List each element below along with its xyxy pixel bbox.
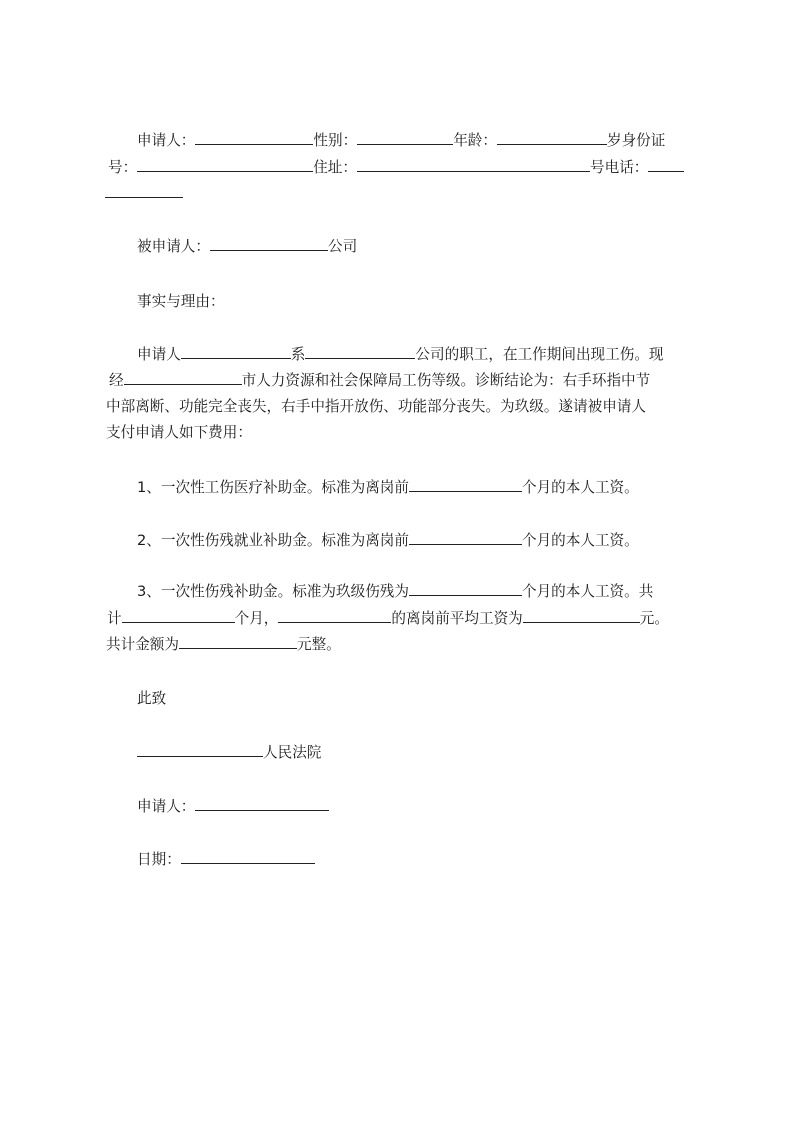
item-3-line2-a: 计: [107, 610, 122, 627]
statement-part1: 申请人: [137, 346, 181, 363]
item-1-blank: [409, 478, 522, 492]
respondent-suffix: 公司: [327, 238, 358, 255]
item-3-line-1: [137, 582, 653, 602]
id-number-blank: [137, 158, 313, 172]
item-3-blank-4: [523, 609, 640, 623]
age-label: 年龄：: [453, 132, 497, 149]
facts-heading: 事实与理由：: [137, 293, 225, 310]
respondent-blank: [210, 237, 328, 251]
gender-label: 性别：: [313, 132, 358, 149]
age-blank: [497, 131, 607, 145]
court-blank: [137, 743, 263, 757]
statement-line-3: 中部离断、功能完全丧失，右手中指开放伤、功能部分丧失。为玖级。遂请被申请人: [106, 398, 646, 415]
statement-line-2: [109, 371, 650, 391]
item-3-line-2: [107, 609, 669, 629]
applicant-line-1: [137, 131, 665, 151]
item-3-line2-c: 的离岗前平均工资为: [391, 610, 523, 627]
id-label-b: 号：: [108, 159, 138, 176]
signature-blank: [195, 797, 329, 811]
item-3-line-3: [106, 635, 341, 655]
date-blank: [181, 850, 315, 864]
item-1: [137, 478, 639, 498]
statement-part5: 市人力资源和社会保障局工伤等级。诊断结论为：右手环指中节: [241, 372, 651, 389]
signature-label: 申请人：: [137, 798, 196, 815]
date-line: [137, 850, 315, 870]
item-1-suffix: 个月的本人工资。: [521, 479, 639, 496]
statement-line-1: [137, 345, 664, 365]
statement-part2: 系: [290, 346, 306, 363]
item-3-line2-d: 元。: [639, 610, 669, 627]
item-3-line3-b: 元整。: [296, 636, 341, 653]
item-3-line2-b: 个月，: [234, 610, 279, 627]
statement-blank-1: [181, 345, 291, 359]
address-label: 住址：: [313, 159, 357, 176]
item-2: [137, 531, 639, 551]
respondent-line: [137, 237, 357, 257]
item-3-blank-1: [409, 582, 522, 596]
statement-blank-2: [305, 345, 415, 359]
date-label: 日期：: [137, 851, 181, 868]
phone-blank-b: [105, 184, 183, 198]
applicant-name-blank: [195, 131, 313, 145]
item-3-prefix: 3、一次性伤残补助金。标准为玖级伤残为: [137, 583, 409, 600]
statement-part4: 经: [109, 372, 124, 389]
signature-line: [137, 797, 329, 817]
id-label-a: 岁身份证: [606, 132, 666, 149]
item-3-blank-5: [179, 635, 297, 649]
item-1-prefix: 1、一次性工伤医疗补助金。标准为离岗前: [137, 479, 409, 496]
closing-to: 此致: [137, 690, 167, 707]
address-blank: [357, 158, 590, 172]
item-3-suffix: 个月的本人工资。共: [521, 583, 654, 600]
item-3-line3-a: 共计金额为: [106, 636, 179, 653]
item-2-suffix: 个月的本人工资。: [521, 532, 639, 549]
phone-blank-a: [648, 158, 684, 172]
gender-blank: [357, 131, 453, 145]
applicant-label: 申请人：: [137, 132, 196, 149]
court-line: [137, 743, 321, 763]
respondent-label: 被申请人：: [137, 238, 210, 255]
item-3-blank-3: [278, 609, 391, 623]
item-3-blank-2: [122, 609, 235, 623]
applicant-line-2: [108, 158, 684, 178]
court-suffix: 人民法院: [263, 744, 322, 761]
item-2-blank: [409, 531, 522, 545]
item-2-prefix: 2、一次性伤残就业补助金。标准为离岗前: [137, 532, 409, 549]
applicant-line-3: [105, 184, 183, 204]
statement-blank-3: [124, 371, 242, 385]
phone-label: 号电话：: [590, 159, 649, 176]
statement-part3: 公司的职工，在工作期间出现工伤。现: [415, 346, 664, 363]
statement-line-4: 支付申请人如下费用：: [106, 424, 252, 441]
